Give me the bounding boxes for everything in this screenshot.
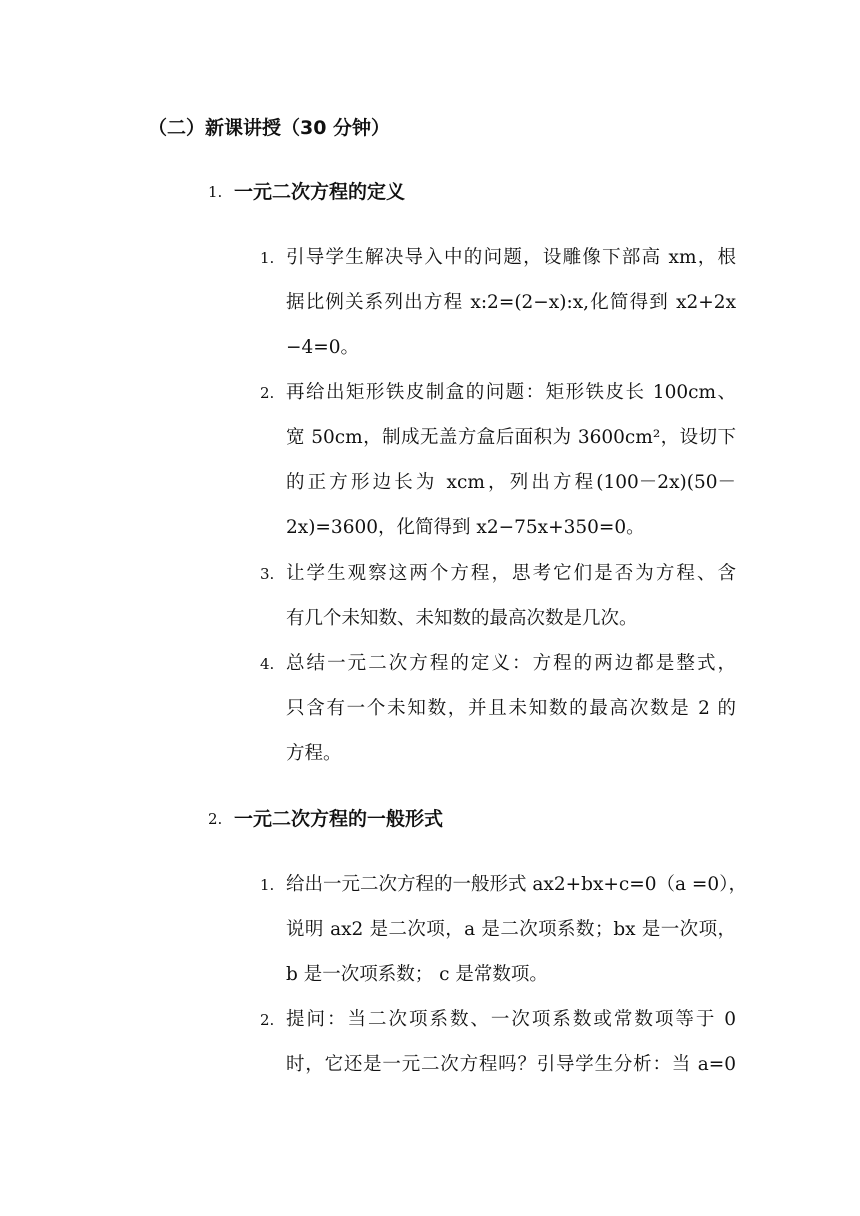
text-line: 总结一元二次方程的定义：方程的两边都是整式， [286,653,736,674]
subsection-number: 1. [208,183,223,201]
text-line: 让学生观察这两个方程，思考它们是否为方程、含 [286,563,736,584]
text-line: 方程。 [286,743,342,764]
text-line: 引导学生解决导入中的问题，设雕像下部高 xm，根 [286,247,736,268]
text-line: 据比例关系列出方程 x:2=(2−x):x,化简得到 x2+2x [286,292,736,313]
list-item-number: 4. [260,655,275,673]
list-item-number: 1. [260,876,275,894]
text-line: 的正方形边长为 xcm，列出方程(100－2x)(50－ [286,472,736,493]
text-line: 时，它还是一元二次方程吗？引导学生分析：当 a=0 [286,1054,736,1075]
text-line: 宽 50cm，制成无盖方盒后面积为 3600cm²，设切下 [286,427,736,448]
text-line: b 是一次项系数； c 是常数项。 [286,964,548,985]
text-line: 提问：当二次项系数、一次项系数或常数项等于 0 [286,1009,736,1030]
subsection-number: 2. [208,810,223,828]
text-line: 给出一元二次方程的一般形式 ax2+bx+c=0（a =0）， [286,874,747,895]
text-line: 说明 ax2 是二次项，a 是二次项系数；bx 是一次项， [286,919,736,940]
list-item-number: 3. [260,565,275,583]
list-item-number: 1. [260,249,275,267]
list-item-number: 2. [260,384,275,402]
text-line: 有几个未知数、未知数的最高次数是几次。 [286,608,638,629]
section-heading: （二）新课讲授（30 分钟） [148,117,391,139]
text-line: −4=0。 [286,337,360,358]
text-line: 只含有一个未知数，并且未知数的最高次数是 2 的 [286,698,736,719]
text-line: 再给出矩形铁皮制盒的问题：矩形铁皮长 100cm、 [286,382,736,403]
subsection-title: 一元二次方程的定义 [234,181,406,203]
list-item-number: 2. [260,1011,275,1029]
subsection-title: 一元二次方程的一般形式 [234,808,444,830]
text-line: 2x)=3600，化简得到 x2−75x+350=0。 [286,517,645,538]
